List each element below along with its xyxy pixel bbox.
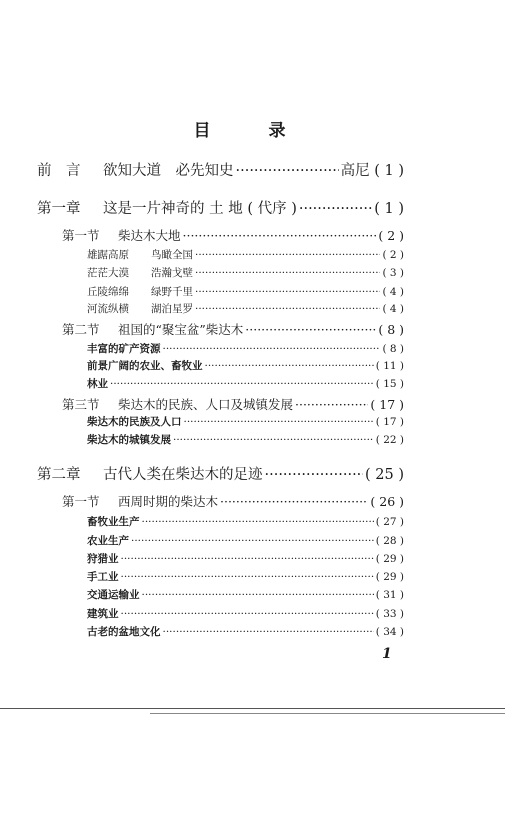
toc-entry-title: 柴达木的民族、人口及城镇发展 <box>118 397 294 412</box>
toc-dot-leader <box>236 163 339 179</box>
toc-entry <box>87 284 404 299</box>
toc-entry-title: 手工业 <box>87 571 119 583</box>
toc-entry <box>87 587 404 602</box>
toc-dot-leader <box>265 467 364 483</box>
toc-entry-page: ( 33 ) <box>375 608 404 620</box>
toc-entry-title: 浩瀚戈壁 <box>151 267 193 279</box>
toc-entry-label: 第一章 <box>37 201 81 217</box>
toc-dot-leader <box>121 571 374 583</box>
toc-entry-label: 第一节 <box>62 494 100 509</box>
toc-entry-page: ( 3 ) <box>382 267 404 279</box>
toc-entry-title: 林业 <box>87 378 108 390</box>
toc-entry-label: 茫茫大漠 <box>87 267 129 279</box>
toc-dot-leader <box>110 378 374 390</box>
toc-entry-page: ( 1 ) <box>374 201 404 217</box>
toc-entry-title: 建筑业 <box>87 608 119 620</box>
toc-entry-page: ( 22 ) <box>375 434 404 446</box>
toc-entry-page: ( 15 ) <box>375 378 404 390</box>
toc-entry-page: ( 8 ) <box>382 343 404 355</box>
toc-entry-page: ( 11 ) <box>375 360 404 372</box>
toc-entry-page: ( 25 ) <box>365 467 404 483</box>
toc-entry <box>87 414 404 429</box>
toc-entry <box>37 159 404 180</box>
toc-entry-title: 湖泊星罗 <box>151 303 193 315</box>
toc-entry-title: 柴达木大地 <box>118 228 181 243</box>
toc-dot-leader <box>183 228 377 243</box>
toc-entry <box>37 197 404 218</box>
toc-dot-leader <box>121 553 374 565</box>
toc-dot-leader <box>195 267 380 279</box>
toc-entry-title: 欲知大道 必先知史 <box>103 163 234 179</box>
toc-dot-leader <box>299 201 372 217</box>
toc-entry-page: ( 17 ) <box>375 416 404 428</box>
toc-entry-page: ( 4 ) <box>382 303 404 315</box>
toc-entry-title: 畜牧业生产 <box>87 516 140 528</box>
toc-entry-label: 河流纵横 <box>87 303 129 315</box>
toc-entry-title: 丰富的矿产资源 <box>87 343 161 355</box>
toc-entry-label: 前 言 <box>37 163 81 179</box>
toc-dot-leader <box>142 516 374 528</box>
toc-dot-leader <box>121 608 374 620</box>
toc-entry-label: 第二节 <box>62 322 100 337</box>
toc-dot-leader <box>184 416 374 428</box>
toc-dot-leader <box>195 286 380 298</box>
toc-dot-leader <box>195 303 380 315</box>
toc-entry <box>87 301 404 316</box>
toc-dot-leader <box>163 343 381 355</box>
toc-dot-leader <box>205 360 374 372</box>
toc-entry-page: ( 31 ) <box>375 589 404 601</box>
toc-dot-leader <box>142 589 374 601</box>
toc-entry-title: 古代人类在柴达木的足迹 <box>103 467 263 483</box>
toc-entry <box>87 358 404 373</box>
toc-entry <box>87 265 404 280</box>
toc-dot-leader <box>245 322 376 337</box>
toc-entry <box>87 247 404 262</box>
toc-entry-page: 高尼 ( 1 ) <box>340 163 404 179</box>
toc-entry-label: 第三节 <box>62 397 100 412</box>
toc-entry-title: 这是一片神奇的 土 地 ( 代序 ) <box>103 201 297 217</box>
toc-entry-title: 前景广阔的农业、畜牧业 <box>87 360 203 372</box>
toc-dot-leader <box>173 434 374 446</box>
bottom-rule <box>0 708 505 709</box>
toc-entry <box>87 533 404 548</box>
toc-entry-page: ( 2 ) <box>378 228 404 243</box>
toc-entry-page: ( 17 ) <box>370 397 404 412</box>
toc-entry <box>87 376 404 391</box>
toc-entry <box>87 551 404 566</box>
toc-entry-page: ( 27 ) <box>375 516 404 528</box>
toc-entry-title: 绿野千里 <box>151 286 193 298</box>
toc-entry <box>62 492 404 510</box>
bottom-rule-secondary <box>150 713 505 714</box>
toc-dot-leader <box>195 249 380 261</box>
toc-dot-leader <box>295 397 368 412</box>
toc-entry-title: 鸟瞰全国 <box>151 249 193 261</box>
toc-entry-title: 狩猎业 <box>87 553 119 565</box>
toc-entry-title: 交通运输业 <box>87 589 140 601</box>
toc-entry-label: 丘陵绵绵 <box>87 286 129 298</box>
toc-entry <box>87 606 404 621</box>
toc-entry-title: 祖国的“聚宝盆”柴达木 <box>118 322 244 337</box>
toc-entry <box>87 432 404 447</box>
toc-entry <box>62 320 404 338</box>
toc-entry <box>37 463 404 484</box>
toc-entry-label: 第一节 <box>62 228 100 243</box>
page-title: 目 录 <box>193 121 312 141</box>
toc-entry-title: 柴达木的民族及人口 <box>87 416 182 428</box>
toc-entry <box>62 395 404 413</box>
toc-dot-leader <box>220 494 368 509</box>
page-number: 1 <box>382 646 392 662</box>
toc-entry-title: 西周时期的柴达木 <box>118 494 219 509</box>
toc-entry-title: 农业生产 <box>87 535 129 547</box>
toc-entry-page: ( 26 ) <box>370 494 404 509</box>
toc-entry <box>87 624 404 639</box>
toc-entry <box>87 569 404 584</box>
toc-entry <box>87 514 404 529</box>
toc-entry-page: ( 34 ) <box>375 626 404 638</box>
toc-dot-leader <box>163 626 374 638</box>
toc-dot-leader <box>131 535 374 547</box>
toc-entry-label: 雄踞高原 <box>87 249 129 261</box>
toc-entry-page: ( 4 ) <box>382 286 404 298</box>
toc-entry <box>62 226 404 244</box>
toc-entry-title: 柴达木的城镇发展 <box>87 434 171 446</box>
toc-entry-page: ( 8 ) <box>378 322 404 337</box>
toc-entry-label: 第二章 <box>37 467 81 483</box>
toc-entry-page: ( 29 ) <box>375 571 404 583</box>
toc-entry-page: ( 29 ) <box>375 553 404 565</box>
toc-entry-page: ( 28 ) <box>375 535 404 547</box>
toc-entry-page: ( 2 ) <box>382 249 404 261</box>
toc-entry <box>87 341 404 356</box>
toc-entry-title: 古老的盆地文化 <box>87 626 161 638</box>
